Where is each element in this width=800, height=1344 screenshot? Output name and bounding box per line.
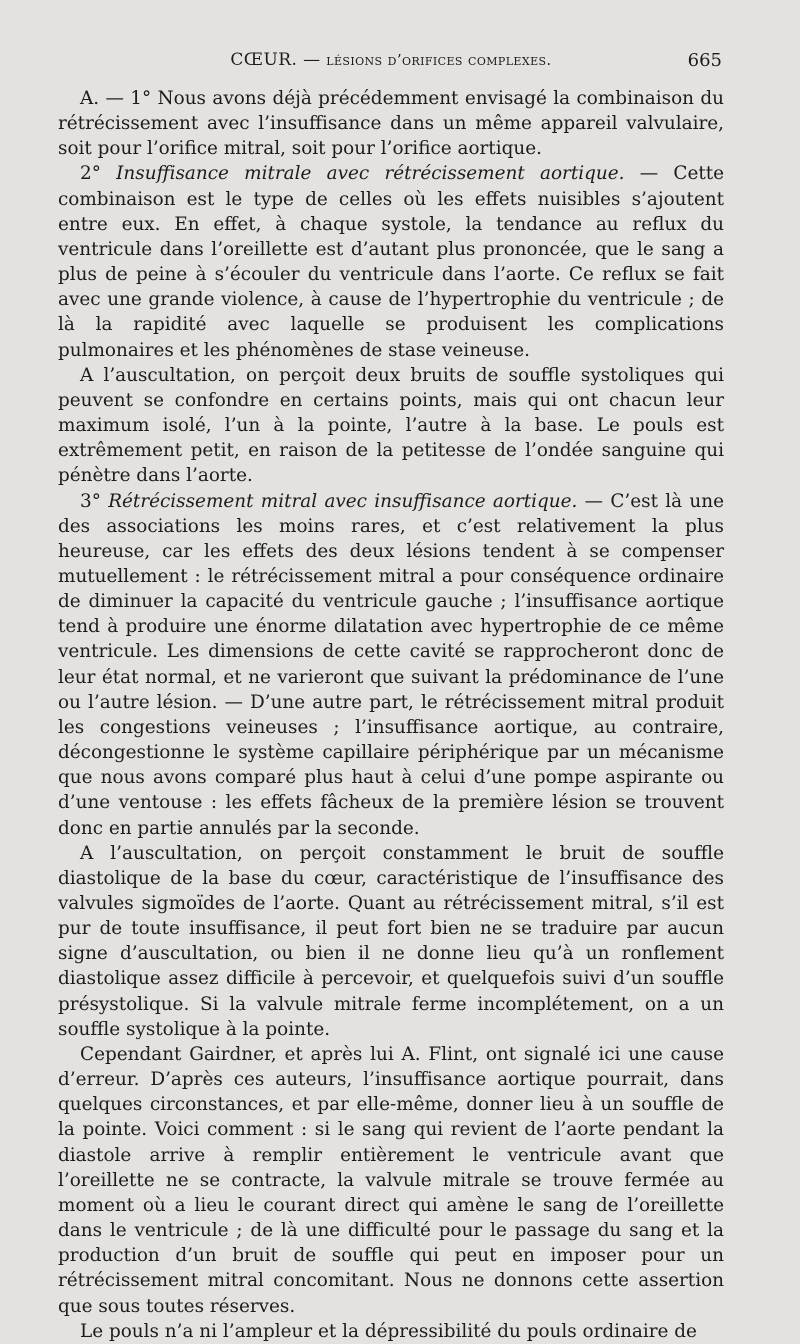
paragraph-text: Le pouls n’a ni l’ampleur et la dépressibilité du pouls ordinaire de (80, 1320, 697, 1342)
paragraph-lead: 2° (80, 163, 117, 185)
paragraph-3 (58, 363, 724, 489)
body-text (58, 86, 724, 1344)
paragraph-4 (58, 489, 724, 841)
paragraph-text: A l’auscultation, on perçoit deux bruits de souffle systoliques qui peuvent se confondre en certains points, mais qui ont chacun leur maximum isolé, l’un à la pointe, l’autre à la base. Le pouls est extrêmement petit, en raison de la petitesse de l’ondée sanguine qui pénètre dans l’aorte. (58, 364, 724, 487)
paragraph-6 (58, 1042, 724, 1319)
running-title-main: CŒUR. (230, 50, 298, 70)
paragraph-text: — C’est là une des associations les moins rares, et c’est relativement la plus heureuse, car les effets des deux lésions tendent à se compenser mutuellement : le rétrécissement mitral a pour conséquence ordinaire de diminuer la capacité du ventricule gauche ; l’insuffisance aortique tend à produire une énorme dilatation avec hypertrophie de ce même ventricule. Les dimensions de cette cavité se rapprocheront donc de leur état normal, et ne varieront que suivant la prédominance de l’une ou l’autre lésion. — D’une autre part, le rétrécissement mitral produit les congestions veineuses ; l’insuffisance aortique, au contraire, décongestionne le système capillaire périphérique par un mécanisme que nous avons comparé plus haut à celui d’une pompe aspirante ou d’une ventouse : les effets fâcheux de la première lésion se trouvent donc en partie annulés par la seconde. (58, 490, 725, 839)
paragraph-1 (58, 86, 724, 161)
paragraph-text: Cependant Gairdner, et après lui A. Flint, ont signalé ici une cause d’erreur. D’après ces auteurs, l’insuffisance aortique pourrait, dans quelques circonstances, et par elle-même, donner lieu à un souffle de la pointe. Voici comment : si le sang qui revient de l’aorte pendant la diastole arrive à remplir entièrement le ventricule avant que l’oreillette ne se contracte, la valvule mitrale se trouve fermée au moment où a lieu le courant direct qui amène le sang de l’oreillette dans le ventricule ; de là une difficulté pour le passage du sang et la production d’un bruit de souffle qui peut en imposer pour un rétrécissement mitral concomitant. Nous ne donnons cette assertion que sous toutes réserves. (58, 1043, 724, 1317)
paragraph-text: A l’auscultation, on perçoit constamment le bruit de souffle diastolique de la base du cœur, caractéristique de l’insuffisance des valvules sigmoïdes de l’aorte. Quant au rétrécissement mitral, s’il est pur de toute insuffisance, il peut fort bien ne se traduire par aucun signe d’auscultation, ou bien il ne donne lieu qu’à un ronflement diastolique assez difficile à percevoir, et quelquefois suivi d’un souffle présystolique. Si la valvule mitrale ferme incomplétement, on a un souffle systolique à la pointe. (58, 842, 724, 1040)
running-title (60, 50, 722, 70)
paragraph-5 (58, 841, 724, 1042)
paragraph-lead-italic: Insuffisance mitrale avec rétrécissement aortique. (116, 163, 625, 185)
paragraph-lead-italic: Rétrécissement mitral avec insuffisance aortique. (108, 490, 578, 512)
running-title-separator: — (297, 50, 327, 70)
paragraph-text: — Cette combinaison est le type de celles où les effets nuisibles s’ajoutent entre eux. En effet, à chaque systole, la tendance au reflux du ventricule dans l’oreillette est d’autant plus prononcée, que le sang a plus de peine à s’écouler du ventricule dans l’aorte. Ce reflux se fait avec une grande violence, à cause de l’hypertrophie du ventricule ; de là la rapidité avec laquelle se produisent les complications pulmonaires et les phénomènes de stase veineuse. (58, 163, 724, 361)
paragraph-text: A. — 1° Nous avons déjà précédemment envisagé la combinaison du rétrécissement avec l’insuffisance dans un même appareil valvulaire, soit pour l’orifice mitral, soit pour l’orifice aortique. (58, 88, 724, 160)
page-number: 665 (687, 50, 722, 71)
paragraph-7 (58, 1319, 724, 1344)
running-title-sub: lésions d’orifices complexes. (326, 51, 552, 69)
paragraph-lead: 3° (80, 490, 109, 512)
paragraph-2 (58, 161, 724, 362)
running-header (60, 50, 722, 80)
